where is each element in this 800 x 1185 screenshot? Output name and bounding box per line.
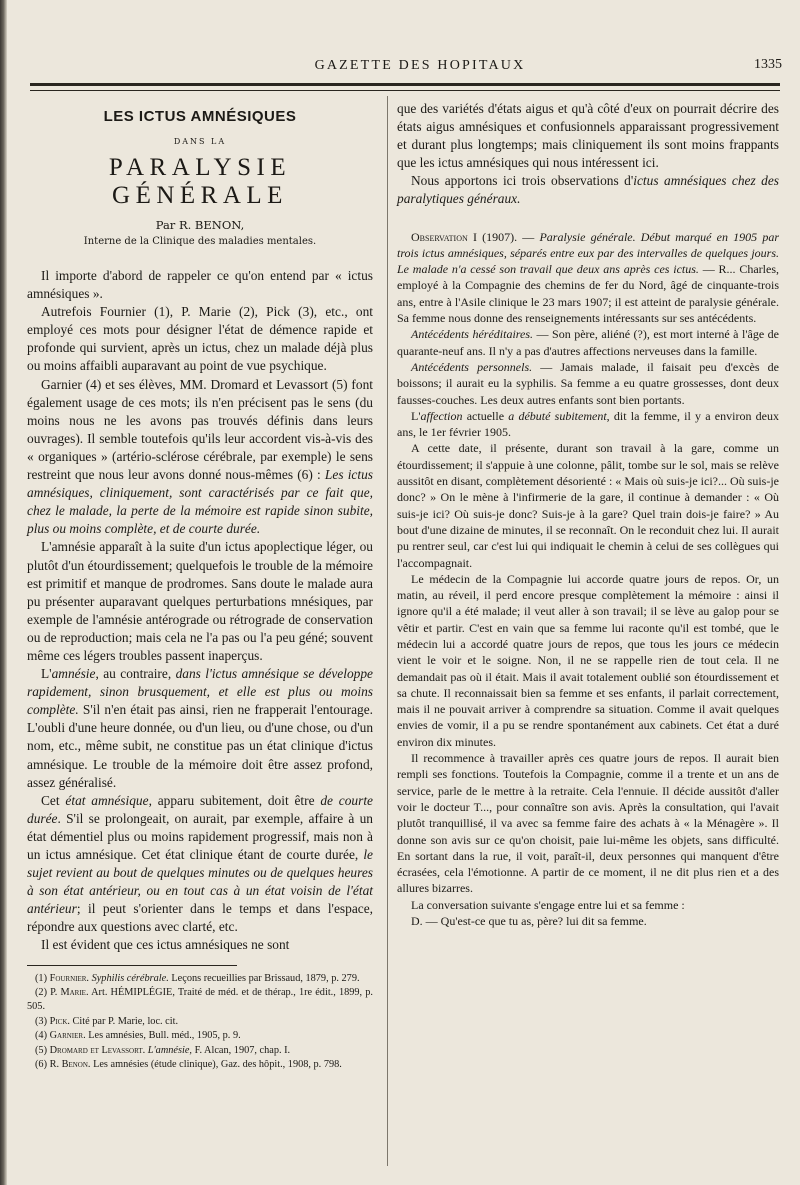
- right-column: [397, 100, 779, 929]
- paragraph-text: Garnier (4) et ses élèves, MM. Dromard et Levassort (5) font également usage de ces mots; ils n'en précisent pas le sens (du moins nous ne les avons pas trouvés définis dans leurs ouvrages). Il semble toutefois qu'ils leur accordent vis-à-vis des « organiques » (artério-sclérose cérébrale, par exemple) le sens restreint que nous leur avons donné nous-mêmes (6) :: [27, 376, 373, 483]
- body-paragraph: Autrefois Fournier (1), P. Marie (2), Pick (3), etc., ont employé ces mots pour désigner l'état de démence rapide et profonde qui survient, après un ictus, chez un malade déjà plus ou moins affaibli auparavant au point de vue psychique.: [27, 304, 373, 374]
- header-rule-thin: [30, 90, 780, 91]
- text-segment: , au contraire,: [95, 666, 176, 682]
- body-paragraph: [27, 376, 373, 539]
- case-paragraph: [397, 359, 779, 408]
- body-paragraph: [27, 792, 373, 937]
- footnote: [27, 972, 373, 986]
- footnote-number: (6): [35, 1059, 48, 1070]
- observation-summary: Paralysie générale. Début marqué en 1905 par trois ictus amnésiques, séparés entre eux par des intervalles de quelques jours. Le malade n'a cessé son travail que deux ans après ces ictus.: [397, 229, 779, 277]
- footnote: [27, 1044, 373, 1058]
- article-main-title: PARALYSIE GÉNÉRALE: [108, 154, 292, 209]
- article-author: Par R. BENON,: [155, 218, 245, 232]
- footnote-author: Dromard et Levassort.: [49, 1044, 146, 1056]
- author-affiliation: Interne de la Clinique des maladies mentales.: [83, 236, 317, 247]
- footnote-title: L'amnésie,: [147, 1044, 192, 1056]
- body-paragraph: L'amnésie apparaît à la suite d'un ictus apoplectique léger, ou plutôt d'un étourdissement; quelquefois le trouble de la mémoire est primitif et manque de prodromes. Sans doute le malade aura pu présenter auparavant quelques perturbations mnésiques, par exemple de l'amnésie antérograde ou rétrograde de conservation ou de reproduction; mais cela ne l'a pas ou l'a peu géné; souvent même ces légers troubles passent inaperçus.: [27, 539, 373, 663]
- footnote-author: Garnier.: [49, 1030, 86, 1042]
- body-paragraph: que des variétés d'états aigus et qu'à côté d'eux on pourrait décrire des états aigus amnésiques et confusionnels apparaissant progressivement et durant plus longtemps; mais cliniquement ils sont moins frappants que les ictus amnésiques qui nous intéressent ici.: [397, 101, 779, 171]
- body-paragraph: [27, 665, 373, 792]
- italic-phrase: ictus amnésiques chez des paralytiques généraux.: [397, 173, 779, 207]
- page-number: 1335: [754, 57, 782, 72]
- footnote-number: (1): [35, 972, 48, 984]
- footnote: [27, 1058, 373, 1072]
- section-label: Antécédents personnels.: [411, 359, 533, 374]
- italic-term: de courte durée: [27, 792, 373, 826]
- text-segment: , apparu subitement, doit être: [148, 792, 321, 808]
- footnote-title: Syphilis cérébrale.: [91, 972, 169, 984]
- italic-term: état amnésique: [65, 792, 149, 808]
- case-paragraph: A cette date, il présente, durant son travail à la gare, comme un étourdissement; il s'appuie à une colonne, pâlit, tombe sur le sol, mais se relève aussitôt en disant, complètement désorienté : « Mais où suis-je ici?... Où suis-je donc? » On le mène à l'infirmerie de la gare, il continue à demander : « Où suis-je ici? Où suis-je donc? Suis-je à la gare? Quel train dois-je faire? » Au bout d'une dizaine de minutes, il se reconnaît. On le reconduit chez lui. Il aurait pu rentrer seul, car c'est lui qui indiquait le chemin à celui de ses collègues qui l'accompagnait.: [397, 441, 779, 570]
- footnote-number: (5): [35, 1044, 48, 1056]
- footnote-number: (4): [35, 1030, 48, 1042]
- footnote-author: R. Benon.: [49, 1059, 91, 1070]
- left-column: [27, 108, 373, 1072]
- footnote-text: Art. HÉMIPLÉGIE, Traité de méd. et de thérap., 1re édit., 1899, p. 505.: [27, 986, 373, 1013]
- italic-phrase: dans l'ictus amnésique se développe rapidement, sinon brusquement, et elle est plus ou moins complète.: [27, 666, 373, 718]
- text-segment: Cet: [41, 792, 66, 808]
- footnote-text: Les amnésies, Bull. méd., 1905, p. 9.: [85, 1030, 241, 1042]
- footnote-text: Cité par P. Marie, loc. cit.: [69, 1015, 179, 1027]
- observation-label: Observation I (1907). —: [411, 229, 540, 244]
- footnote-number: (3): [35, 1015, 48, 1027]
- running-title: GAZETTE DES HOPITAUX: [314, 58, 526, 73]
- footnote-author: Pick.: [49, 1015, 70, 1027]
- text-segment: , dit la femme, il y a environ deux ans, le 1er février 1905.: [397, 408, 779, 440]
- text-segment: actuelle: [462, 408, 509, 423]
- text-segment: L': [41, 666, 52, 682]
- case-paragraph: Il recommence à travailler après ces quatre jours de repos. Il aurait bien rempli ses fonctions. Toutefois la Compagnie, comme il a trente et un ans de service, parle de le mettre à la retraite. Cela l'ennuie. Il décide aussitôt d'aller voir le docteur T..., pour connaître son avis. Après la consultation, qui l'avait plutôt tranquillisé, il va avec sa femme faire des achats à « la Ménagère ». Il donne son avis sur ce qu'on choisit, paie lui-même les objets, sans difficulté. En sortant dans la rue, il voit, paraît-il, deux personnes qui manquent d'être écrasées, cela l'émotionne. A partir de ce moment, il ne dit plus rien et a des allures bizarres.: [397, 751, 779, 896]
- footnote-author: P. Marie.: [50, 986, 89, 998]
- text-segment: . S'il se prolongeait, on aurait, par exemple, affaire à un état démentiel plus ou moins rapidement progressif, mais non à un ictus amnésique. Cet état clinique étant de courte durée,: [27, 810, 373, 862]
- footnote: [27, 986, 373, 1015]
- footnote: [27, 1015, 373, 1029]
- text-segment: Nous apportons ici trois observations d': [411, 173, 634, 189]
- footnote-text: Les amnésies (étude clinique), Gaz. des hôpit., 1908, p. 798.: [90, 1059, 342, 1070]
- italic-phrase: a débuté subitement: [508, 408, 607, 423]
- footnote: [27, 1029, 373, 1043]
- body-paragraph: Il est évident que ces ictus amnésiques ne sont: [41, 937, 290, 953]
- observation-text: — R... Charles, employé à la Compagnie des chemins de fer du Nord, âgé de cinquante-trois ans, entre à l'Asile clinique le 23 mars 1907; il est atteint de paralysie générale. Sa femme nous donne des renseignements intéressants sur ses antécédents.: [397, 262, 779, 326]
- italic-term: amnésie: [51, 666, 96, 682]
- body-paragraph: Il importe d'abord de rappeler ce qu'on entend par « ictus amnésiques ».: [27, 268, 373, 302]
- footnote-text: Leçons recueillies par Brissaud, 1879, p. 279.: [168, 972, 360, 984]
- section-label: Antécédents héréditaires.: [411, 327, 534, 342]
- article-subtitle-dans: DANS LA: [173, 137, 227, 146]
- footnote-number: (2): [35, 986, 48, 998]
- body-paragraph: [397, 172, 779, 208]
- column-divider: [387, 96, 388, 1166]
- article-title: LES ICTUS AMNÉSIQUES: [103, 108, 297, 125]
- case-paragraph: La conversation suivante s'engage entre lui et sa femme :: [411, 897, 685, 912]
- case-paragraph: [397, 326, 779, 359]
- observation-heading-paragraph: [397, 229, 779, 327]
- case-text: — Son père, aliéné (?), est mort interné à l'âge de quarante-neuf ans. Il n'y a pas d'autres affections nerveuses dans la famille.: [397, 327, 779, 358]
- header-rule-thick: [30, 83, 780, 86]
- footnote-text: F. Alcan, 1907, chap. I.: [192, 1044, 291, 1056]
- footnotes-separator: [27, 965, 237, 966]
- case-paragraph: [397, 408, 779, 441]
- text-segment: ; il peut s'orienter dans le temps et dans l'espace, répondre aux questions avec clarté, etc.: [27, 901, 373, 935]
- italic-phrase: le sujet revient au bout de quelques minutes ou de quelques heures à son état antérieur, ou en tout cas à un état voisin de l'état antérieur: [27, 847, 373, 917]
- case-text: — Jamais malade, il faisait peu d'excès de boissons; il aurait eu la syphilis. Sa femme a eu quatre grossesses, dont deux fausses-couches. Les deux autres enfants sont bien portants.: [397, 359, 779, 407]
- dialogue-line: D. — Qu'est-ce que tu as, père? lui dit sa femme.: [411, 914, 647, 929]
- binding-edge: [0, 0, 7, 1185]
- text-segment: S'il n'en était pas ainsi, rien ne frapperait l'entourage. L'oubli d'une heure donnée, ou d'un lieu, ou d'une chose, ou d'un nom, etc., même subit, ne constitue pas un état clinique d'ictus amnésique. Le trouble de la mémoire doit être assez profond, assez généralisé.: [27, 702, 374, 790]
- text-segment: L': [411, 408, 421, 423]
- italic-term: affection: [420, 408, 463, 423]
- italic-definition: Les ictus amnésiques, cliniquement, sont caractérisés par ce fait que, chez le malade, la perte de la mémoire est rapide sinon subite, plus ou moins complète, et de courte durée.: [27, 467, 373, 537]
- footnotes: [27, 972, 373, 1073]
- footnote-author: Fournier.: [49, 972, 90, 984]
- page-header: [30, 57, 782, 78]
- case-paragraph: Le médecin de la Compagnie lui accorde quatre jours de repos. Or, un matin, au réveil, il perd encore presque complètement la mémoire : ainsi il ignore qu'il a été malade; il veut aller à son travail; il se lève au galop pour se vêtir et partir. C'est en vain que sa femme lui raconte qu'il est tombé, que le médecin lui a accordé quatre jours de repos, que tous les jours ce médecin vient le voir et le soigne. Non, il ne se rappelle rien de tout cela. Il ne demandait pas où il était. Mais il avait totalement oublié son étourdissement et sa chute. Il reconnaissait bien sa femme et ses enfants, il parlait correctement, mais il ne pouvait arriver à comprendre sa situation. Comme il avait quelques envies de vomir, il a pu se rendre spontanément aux cabinets. Cet état a duré environ dix minutes.: [397, 571, 779, 749]
